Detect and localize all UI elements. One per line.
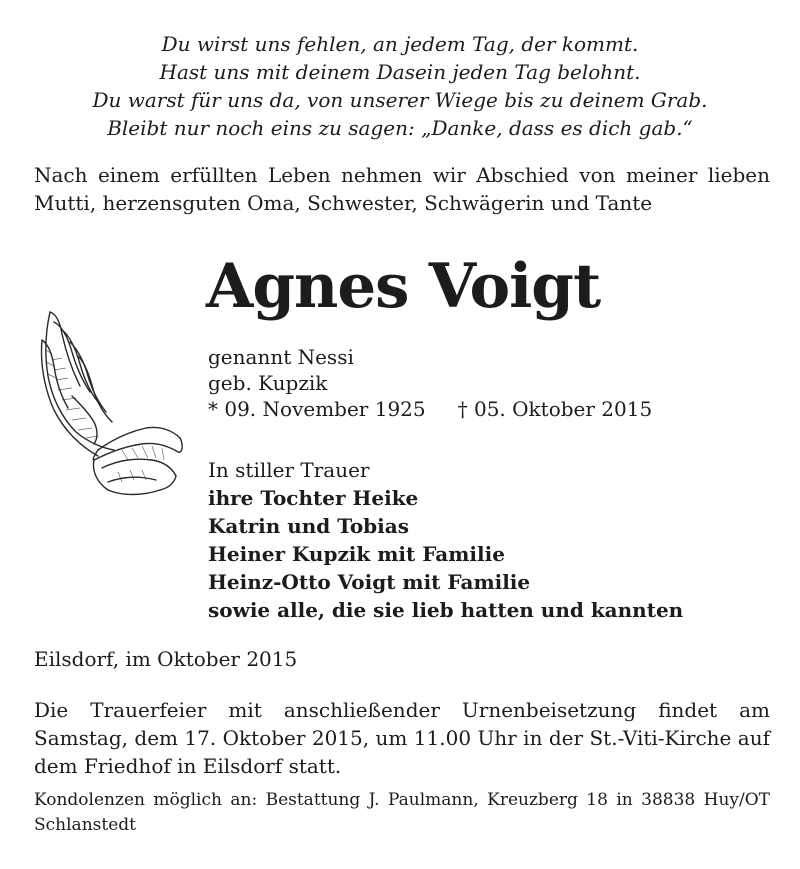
mourning-phrase: In stiller Trauer <box>208 458 370 482</box>
intro-text: Nach einem erfüllten Leben nehmen wir Abschied von meiner lieben Mutti, herzensguten Oma, Schwester, Schwägerin und Tante <box>34 163 770 215</box>
poem-line: Hast uns mit deinem Dasein jeden Tag belohnt. <box>159 60 641 84</box>
funeral-info: Die Trauerfeier mit anschließender Urnenbeisetzung findet am Samstag, dem 17. Oktober 2015, um 11.00 Uhr in der St.-Viti-Kirche auf dem Friedhof in Eilsdorf statt. <box>34 698 770 778</box>
mourner-name: Heiner Kupzik mit Familie <box>208 542 505 566</box>
mourner-name: ihre Tochter Heike <box>208 486 419 510</box>
poem-line: Du warst für uns da, von unserer Wiege bis zu deinem Grab. <box>92 88 708 112</box>
memorial-poem <box>0 30 800 142</box>
life-dates <box>208 396 652 422</box>
place-and-date: Eilsdorf, im Oktober 2015 <box>34 647 298 671</box>
praying-hands-icon <box>32 300 192 500</box>
birth-date: * 09. November 1925 <box>208 397 426 421</box>
mourner-name: Katrin und Tobias <box>208 514 409 538</box>
life-details <box>208 344 652 422</box>
mourners-list <box>208 456 683 624</box>
deceased-name: Agnes Voigt <box>206 251 601 322</box>
condolences-info: Kondolenzen möglich an: Bestattung J. Paulmann, Kreuzberg 18 in 38838 Huy/OT Schlanstedt <box>34 790 770 835</box>
poem-line: Du wirst uns fehlen, an jedem Tag, der kommt. <box>161 32 639 56</box>
mourner-name: sowie alle, die sie lieb hatten und kannten <box>208 598 684 622</box>
nickname: genannt Nessi <box>208 345 354 369</box>
poem-line: Bleibt nur noch eins zu sagen: „Danke, dass es dich gab.“ <box>107 116 693 140</box>
birth-name: geb. Kupzik <box>208 371 328 395</box>
death-date: † 05. Oktober 2015 <box>457 397 653 421</box>
mourner-name: Heinz-Otto Voigt mit Familie <box>208 570 531 594</box>
